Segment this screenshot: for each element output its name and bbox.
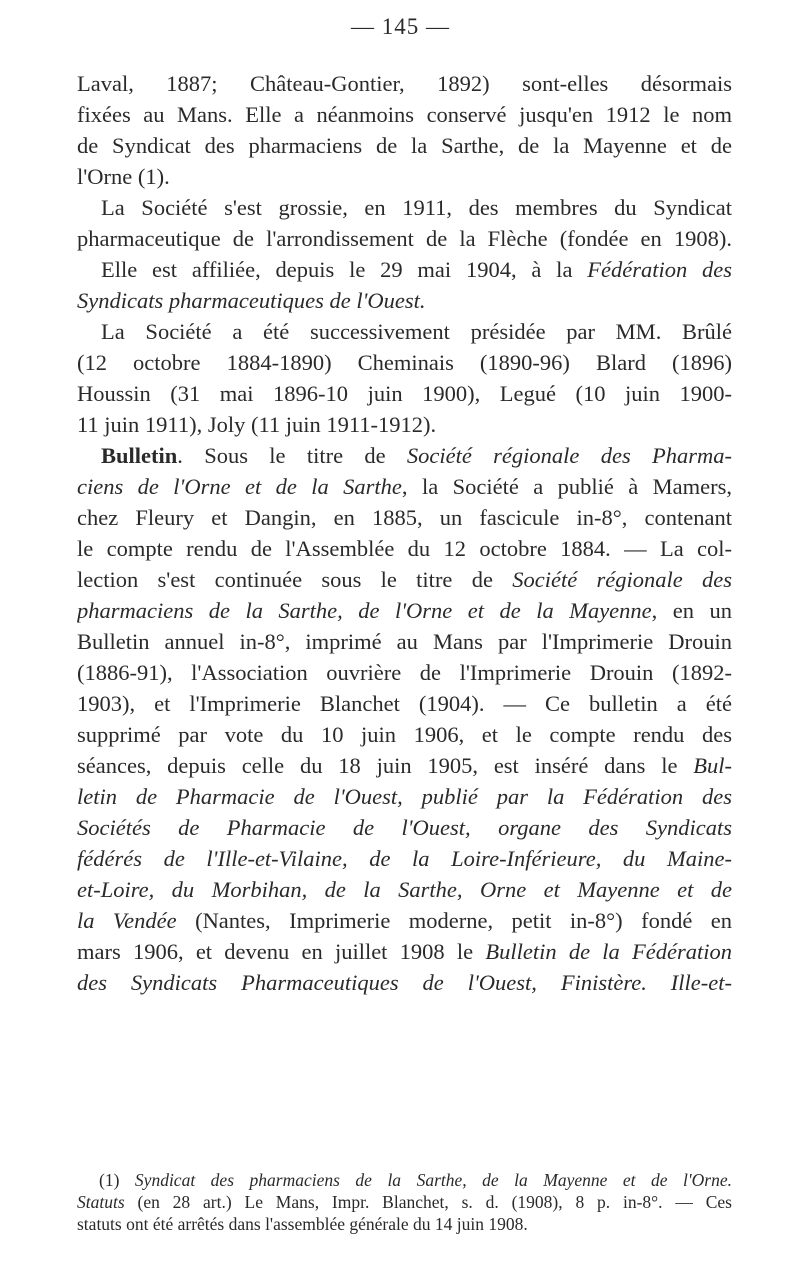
text-run: La Société s'est grossie, en 1911, des membres du Syndicat (101, 195, 732, 220)
text-line (77, 874, 732, 905)
text-line (77, 68, 732, 99)
italic-run: des Syndicats Pharmaceutiques de l'Ouest, Finistère. Ille-et- (77, 970, 732, 995)
italic-run: Bul- (693, 753, 732, 778)
text-run: (en 28 art.) Le Mans, Impr. Blanchet, s. d. (1908), 8 p. in-8°. — Ces (124, 1192, 732, 1212)
page-number: — 145 — (351, 14, 450, 39)
text-line (77, 347, 732, 378)
text-line (77, 595, 732, 626)
footnote-line (77, 1191, 732, 1213)
text-run: Houssin (31 mai 1896-10 juin 1900), Legué (10 juin 1900- (77, 381, 732, 406)
text-line (77, 905, 732, 936)
text-line (77, 657, 732, 688)
text-line (77, 99, 732, 130)
text-line (77, 812, 732, 843)
italic-run: Fédération des (587, 257, 732, 282)
text-run: statuts ont été arrêtés dans l'assemblée générale du 14 juin 1908. (77, 1214, 528, 1234)
text-run: , en un (651, 598, 732, 623)
text-line (77, 316, 732, 347)
italic-run: ciens de l'Orne et de la Sarthe (77, 474, 402, 499)
text-run: (Nantes, Imprimerie moderne, petit in-8°) fondé en (176, 908, 732, 933)
text-line (77, 626, 732, 657)
text-run: chez Fleury et Dangin, en 1885, un fascicule in-8°, contenant (77, 505, 732, 530)
text-line (77, 192, 732, 223)
italic-run: letin de Pharmacie de l'Ouest, publié par la Fédération des (77, 784, 732, 809)
text-line (77, 161, 732, 192)
text-run: lection s'est continuée sous le titre de (77, 567, 513, 592)
text-run: 11 juin 1911), Joly (11 juin 1911-1912). (77, 412, 437, 437)
text-run: séances, depuis celle du 18 juin 1905, est inséré dans le (77, 753, 694, 778)
text-run: . Sous le titre de (177, 443, 407, 468)
italic-run: Sociétés de Pharmacie de l'Ouest, organe des Syndicats (77, 815, 732, 840)
footnote-line (77, 1213, 732, 1235)
text-line (77, 719, 732, 750)
italic-run: Statuts (77, 1192, 125, 1212)
text-run: (1) (99, 1170, 135, 1190)
italic-run: pharmaciens de la Sarthe, de l'Orne et de la Mayenne (77, 598, 652, 623)
text-line (77, 750, 732, 781)
italic-run: Société régionale des (512, 567, 732, 592)
italic-run: Bulletin de la Fédération (485, 939, 732, 964)
footnote-line (77, 1169, 732, 1191)
italic-run: et-Loire, du Morbihan, de la Sarthe, Orne et Mayenne et de (77, 877, 732, 902)
italic-run: la Vendée (77, 908, 177, 933)
text-line (77, 254, 732, 285)
text-line (77, 471, 732, 502)
text-line (77, 502, 732, 533)
text-line (77, 440, 732, 471)
footnote (77, 1169, 732, 1235)
text-run: , la Société a publié à Mamers, (401, 474, 732, 499)
text-run: La Société a été successivement présidée par MM. Brûlé (101, 319, 732, 344)
text-line (77, 285, 732, 316)
italic-run: Société régionale des Pharma- (406, 443, 732, 468)
text-run: Laval, 1887; Château-Gontier, 1892) sont-elles désormais (77, 71, 732, 96)
text-line (77, 130, 732, 161)
text-line (77, 409, 732, 440)
text-line (77, 533, 732, 564)
italic-run: Syndicat des pharmaciens de la Sarthe, de la Mayenne et de l'Orne. (134, 1170, 732, 1190)
text-run: Elle est affiliée, depuis le 29 mai 1904, à la (101, 257, 588, 282)
text-run: mars 1906, et devenu en juillet 1908 le (77, 939, 486, 964)
text-line (77, 843, 732, 874)
text-run: Bulletin annuel in-8°, imprimé au Mans par l'Imprimerie Drouin (77, 629, 732, 654)
text-line (77, 378, 732, 409)
text-run: de Syndicat des pharmaciens de la Sarthe, de la Mayenne et de (77, 133, 732, 158)
text-run: (1886-91), l'Association ouvrière de l'Imprimerie Drouin (1892- (77, 660, 732, 685)
text-line (77, 781, 732, 812)
text-line (77, 223, 732, 254)
text-run: le compte rendu de l'Assemblée du 12 octobre 1884. — La col- (77, 536, 732, 561)
body-text (77, 68, 732, 998)
text-line (77, 936, 732, 967)
text-run: pharmaceutique de l'arrondissement de la Flèche (fondée en 1908). (77, 226, 732, 251)
bold-run: Bulletin (101, 443, 178, 468)
italic-run: Syndicats pharmaceutiques de l'Ouest. (77, 288, 426, 313)
text-line (77, 967, 732, 998)
text-run: l'Orne (1). (77, 164, 170, 189)
text-run: supprimé par vote du 10 juin 1906, et le compte rendu des (77, 722, 732, 747)
text-run: (12 octobre 1884-1890) Cheminais (1890-96) Blard (1896) (77, 350, 732, 375)
text-line (77, 564, 732, 595)
text-run: 1903), et l'Imprimerie Blanchet (1904). — Ce bulletin a été (77, 691, 732, 716)
italic-run: fédérés de l'Ille-et-Vilaine, de la Loire-Inférieure, du Maine- (77, 846, 732, 871)
text-line (77, 688, 732, 719)
text-run: fixées au Mans. Elle a néanmoins conservé jusqu'en 1912 le nom (77, 102, 732, 127)
